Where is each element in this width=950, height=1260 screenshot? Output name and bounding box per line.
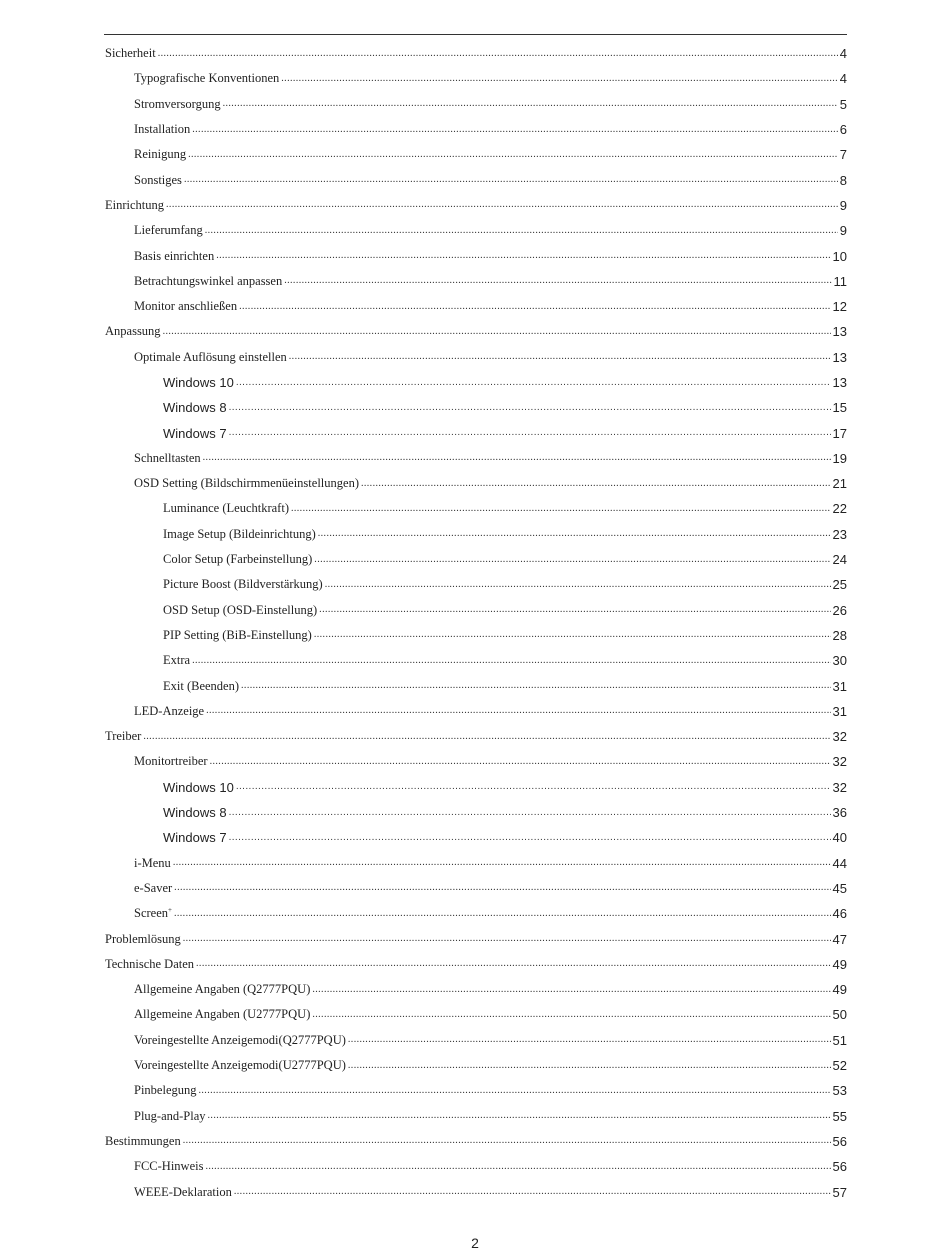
toc-entry-title (163, 400, 227, 415)
toc-entry-title-text: Typografische Konventionen (134, 71, 280, 86)
dot-leader (348, 1035, 831, 1045)
toc-entry-title (163, 501, 289, 516)
toc-entry[interactable] (0, 243, 950, 268)
table-of-contents (0, 41, 950, 1205)
toc-entry-title-text: Lieferumfang (134, 223, 203, 238)
toc-entry-page-number: 9 (839, 223, 847, 239)
toc-entry-page-number: 53 (832, 1083, 847, 1099)
toc-entry-title (163, 805, 227, 820)
dot-leader (236, 378, 831, 388)
toc-entry-title (134, 451, 201, 466)
toc-entry-title-text: Einrichtung (105, 197, 165, 212)
toc-entry[interactable] (0, 1028, 950, 1053)
toc-entry[interactable] (0, 648, 950, 673)
toc-entry-title-text: Bestimmungen (105, 1133, 181, 1148)
toc-entry-title (134, 1159, 203, 1174)
toc-entry[interactable] (0, 800, 950, 825)
dot-leader (199, 1086, 831, 1096)
toc-entry-title (105, 932, 181, 947)
dot-leader (205, 226, 838, 236)
toc-entry-title (134, 223, 203, 238)
toc-entry-title-text: Color Setup (Farbeinstellung) (163, 552, 313, 567)
dot-leader (281, 74, 838, 84)
toc-entry[interactable] (0, 547, 950, 572)
toc-entry-title-text: Image Setup (Bildeinrichtung) (163, 526, 316, 541)
toc-entry[interactable] (0, 370, 950, 395)
toc-entry-title-text: Treiber (105, 729, 142, 744)
toc-entry-page-number: 57 (832, 1184, 847, 1200)
toc-entry-page-number: 13 (832, 324, 847, 340)
toc-entry[interactable] (0, 572, 950, 597)
toc-entry-title-text: Windows 8 (163, 805, 227, 821)
dot-leader (203, 453, 831, 463)
toc-entry-title (134, 1033, 346, 1048)
toc-entry-title-text: WEEE-Deklaration (134, 1184, 232, 1199)
toc-entry-title (163, 653, 190, 668)
toc-entry-page-number: 50 (832, 1007, 847, 1023)
dot-leader (241, 681, 831, 691)
toc-entry-title (163, 603, 317, 618)
toc-entry-title-text: Technische Daten (105, 956, 195, 971)
toc-entry[interactable] (0, 167, 950, 192)
toc-entry[interactable] (0, 218, 950, 243)
toc-entry-title (134, 147, 186, 162)
toc-entry-page-number: 31 (832, 703, 847, 719)
toc-entry-page-number: 9 (839, 197, 847, 213)
dot-leader (314, 630, 831, 640)
toc-entry-page-number: 51 (832, 1032, 847, 1048)
dot-leader (166, 200, 838, 210)
dot-leader (229, 833, 831, 843)
toc-entry-title-text: Extra (163, 653, 191, 668)
dot-leader (183, 1136, 831, 1146)
toc-entry-page-number: 10 (832, 248, 847, 264)
toc-entry[interactable] (0, 395, 950, 420)
toc-entry-page-number: 11 (833, 273, 847, 289)
toc-entry-title (134, 1109, 206, 1124)
toc-entry[interactable] (0, 522, 950, 547)
toc-entry[interactable] (0, 749, 950, 774)
toc-entry[interactable] (0, 1179, 950, 1204)
toc-entry-page-number: 32 (832, 729, 847, 745)
dot-leader (205, 1162, 830, 1172)
dot-leader (319, 605, 830, 615)
toc-entry[interactable] (0, 598, 950, 623)
toc-entry-title (134, 982, 310, 997)
toc-entry-page-number: 15 (832, 400, 847, 416)
dot-leader (234, 1187, 831, 1197)
toc-entry-title (163, 426, 227, 441)
toc-entry-title (163, 628, 312, 643)
toc-entry[interactable] (0, 775, 950, 800)
dot-leader (229, 403, 831, 413)
toc-entry-title (134, 1007, 310, 1022)
toc-entry-title (134, 476, 359, 491)
toc-entry-title-text: Schnelltasten (134, 450, 201, 465)
toc-entry-page-number: 56 (832, 1133, 847, 1149)
toc-entry-page-number: 17 (832, 425, 847, 441)
dot-leader (163, 327, 831, 337)
dot-leader (348, 1061, 831, 1071)
toc-entry-title-text: Screen (134, 906, 169, 921)
toc-entry-title (134, 856, 171, 871)
toc-entry-page-number: 4 (839, 46, 847, 62)
toc-entry[interactable] (0, 1154, 950, 1179)
toc-entry[interactable] (0, 926, 950, 951)
dot-leader (216, 251, 830, 261)
toc-entry-title (134, 754, 208, 769)
toc-entry[interactable] (0, 901, 950, 926)
toc-entry-title (134, 350, 287, 365)
toc-entry-title-text: FCC-Hinweis (134, 1159, 204, 1174)
toc-entry-title-text: Allgemeine Angaben (Q2777PQU) (134, 982, 311, 997)
toc-entry-page-number: 52 (832, 1058, 847, 1074)
toc-entry-page-number: 6 (839, 122, 847, 138)
toc-entry[interactable] (0, 294, 950, 319)
toc-entry-title (163, 527, 316, 542)
dot-leader (239, 302, 830, 312)
dot-leader (208, 1111, 831, 1121)
toc-entry-title (105, 324, 161, 339)
toc-entry-page-number: 8 (839, 172, 847, 188)
dot-leader (284, 276, 831, 286)
dot-leader (229, 428, 831, 438)
toc-entry-title (105, 957, 194, 972)
toc-entry-page-number: 5 (839, 96, 847, 112)
toc-entry-title (134, 274, 282, 289)
toc-entry[interactable] (0, 623, 950, 648)
toc-entry[interactable] (0, 420, 950, 445)
dot-leader (192, 125, 838, 135)
dot-leader (312, 985, 830, 995)
toc-entry[interactable] (0, 1129, 950, 1154)
dot-leader (188, 150, 838, 160)
dot-leader (210, 757, 831, 767)
toc-entry-title-text: Optimale Auflösung einstellen (134, 349, 287, 364)
toc-entry-title-text: Plug-and-Play (134, 1108, 206, 1123)
toc-entry-title (134, 122, 190, 137)
toc-entry-title (163, 577, 323, 592)
dot-leader (206, 706, 830, 716)
toc-entry-title-text: Betrachtungswinkel anpassen (134, 273, 283, 288)
toc-entry-page-number: 32 (832, 754, 847, 770)
toc-entry-title-text: e-Saver (134, 880, 173, 895)
toc-entry-title (134, 249, 214, 264)
dot-leader (174, 909, 831, 919)
toc-entry-title (134, 881, 172, 896)
toc-entry-page-number: 49 (832, 982, 847, 998)
toc-entry[interactable] (0, 673, 950, 698)
toc-entry-title (134, 97, 221, 112)
toc-entry-title (105, 198, 164, 213)
dot-leader (183, 934, 831, 944)
toc-entry-title-text: Pinbelegung (134, 1083, 197, 1098)
toc-entry-title (105, 1134, 181, 1149)
toc-entry-title-text: Installation (134, 122, 191, 137)
dot-leader (196, 959, 831, 969)
toc-entry-title (134, 906, 172, 921)
toc-entry-page-number: 46 (832, 906, 847, 922)
dot-leader (184, 175, 838, 185)
toc-entry-page-number: 13 (832, 349, 847, 365)
toc-entry-page-number: 22 (832, 501, 847, 517)
toc-entry-title-text: Exit (Beenden) (163, 678, 240, 693)
dot-leader (361, 479, 831, 489)
toc-entry-page-number: 25 (832, 577, 847, 593)
toc-entry[interactable] (0, 142, 950, 167)
toc-entry-superscript: + (168, 906, 172, 915)
toc-entry-title (163, 830, 227, 845)
toc-entry-page-number: 56 (832, 1159, 847, 1175)
toc-entry-title (163, 780, 234, 795)
toc-entry[interactable] (0, 952, 950, 977)
toc-entry-title (134, 1058, 346, 1073)
toc-entry-page-number: 21 (832, 476, 847, 492)
toc-entry-page-number: 49 (832, 956, 847, 972)
toc-entry-title (134, 1185, 232, 1200)
header-rule (104, 34, 847, 35)
toc-entry[interactable] (0, 724, 950, 749)
toc-entry-title-text: Allgemeine Angaben (U2777PQU) (134, 1007, 311, 1022)
toc-entry[interactable] (0, 1103, 950, 1128)
toc-entry[interactable] (0, 269, 950, 294)
toc-entry-title-text: Problemlösung (105, 931, 181, 946)
toc-entry-page-number: 26 (832, 602, 847, 618)
toc-entry[interactable] (0, 319, 950, 344)
dot-leader (223, 99, 838, 109)
dot-leader (318, 529, 831, 539)
toc-entry-title (134, 704, 204, 719)
toc-entry-page-number: 12 (832, 299, 847, 315)
dot-leader (289, 352, 831, 362)
toc-entry[interactable] (0, 876, 950, 901)
toc-entry-title-text: Voreingestellte Anzeigemodi(U2777PQU) (134, 1058, 346, 1073)
toc-entry-page-number: 23 (832, 526, 847, 542)
dot-leader (291, 504, 831, 514)
toc-entry-title-text: Windows 10 (163, 779, 234, 795)
toc-entry-page-number: 44 (832, 855, 847, 871)
dot-leader (158, 49, 838, 59)
toc-entry-title-text: Luminance (Leuchtkraft) (163, 501, 289, 516)
toc-entry-title (163, 679, 239, 694)
toc-entry-page-number: 36 (832, 805, 847, 821)
toc-entry-title-text: Monitortreiber (134, 754, 208, 769)
dot-leader (143, 732, 830, 742)
toc-entry-page-number: 45 (832, 880, 847, 896)
toc-entry-title (105, 729, 141, 744)
toc-entry-page-number: 7 (839, 147, 847, 163)
dot-leader (229, 808, 831, 818)
toc-entry-title-text: Sicherheit (105, 46, 156, 61)
toc-entry[interactable] (0, 1002, 950, 1027)
dot-leader (325, 580, 831, 590)
toc-entry[interactable] (0, 1078, 950, 1103)
toc-entry-page-number: 24 (832, 552, 847, 568)
dot-leader (312, 1010, 830, 1020)
toc-entry[interactable] (0, 977, 950, 1002)
toc-entry-page-number: 19 (832, 450, 847, 466)
toc-entry-page-number: 4 (839, 71, 847, 87)
toc-entry-title-text: Voreingestellte Anzeigemodi(Q2777PQU) (134, 1032, 346, 1047)
dot-leader (314, 555, 830, 565)
toc-entry-title-text: Reinigung (134, 147, 187, 162)
toc-entry-title (134, 71, 279, 86)
toc-entry-title-text: Sonstiges (134, 172, 182, 187)
toc-entry[interactable] (0, 699, 950, 724)
toc-entry-title-text: Stromversorgung (134, 96, 221, 111)
toc-entry-title-text: Anpassung (105, 324, 161, 339)
toc-entry-page-number: 28 (832, 627, 847, 643)
toc-entry[interactable] (0, 66, 950, 91)
toc-entry-title-text: Monitor anschließen (134, 299, 238, 314)
toc-entry-title-text: Windows 7 (163, 830, 227, 846)
toc-entry-title-text: i-Menu (134, 855, 171, 870)
toc-entry-title-text: OSD Setting (Bildschirmmenüeinstellungen) (134, 476, 359, 491)
toc-entry-title (134, 1083, 197, 1098)
toc-entry[interactable] (0, 1053, 950, 1078)
toc-entry-page-number: 55 (832, 1108, 847, 1124)
toc-entry[interactable] (0, 496, 950, 521)
toc-entry-page-number: 31 (832, 678, 847, 694)
toc-entry-title (163, 375, 234, 390)
toc-entry-page-number: 40 (832, 830, 847, 846)
toc-entry[interactable] (0, 446, 950, 471)
toc-entry[interactable] (0, 117, 950, 142)
toc-entry-page-number: 30 (832, 653, 847, 669)
toc-entry-title-text: LED-Anzeige (134, 703, 205, 718)
toc-entry-title-text: Basis einrichten (134, 248, 215, 263)
toc-entry-title (163, 552, 312, 567)
toc-entry-title (134, 173, 182, 188)
toc-entry-title-text: PIP Setting (BiB-Einstellung) (163, 627, 312, 642)
dot-leader (173, 858, 831, 868)
dot-leader (236, 782, 831, 792)
toc-entry[interactable] (0, 345, 950, 370)
page-number: 2 (471, 1235, 479, 1251)
dot-leader (192, 656, 830, 666)
toc-entry[interactable] (0, 471, 950, 496)
toc-entry-title (134, 299, 237, 314)
toc-entry-title (105, 46, 156, 61)
toc-entry[interactable] (0, 825, 950, 850)
toc-entry-page-number: 13 (832, 375, 847, 390)
toc-entry[interactable] (0, 41, 950, 66)
toc-entry-title-text: Windows 7 (163, 425, 227, 441)
toc-entry-title-text: Picture Boost (Bildverstärkung) (163, 577, 323, 592)
toc-entry[interactable] (0, 92, 950, 117)
toc-entry-title-text: Windows 10 (163, 375, 234, 390)
toc-entry-title-text: OSD Setup (OSD-Einstellung) (163, 602, 318, 617)
dot-leader (174, 883, 830, 893)
toc-entry-page-number: 47 (832, 931, 847, 947)
toc-entry-title-text: Windows 8 (163, 400, 227, 416)
toc-entry-page-number: 32 (832, 779, 847, 795)
toc-entry[interactable] (0, 851, 950, 876)
toc-entry[interactable] (0, 193, 950, 218)
